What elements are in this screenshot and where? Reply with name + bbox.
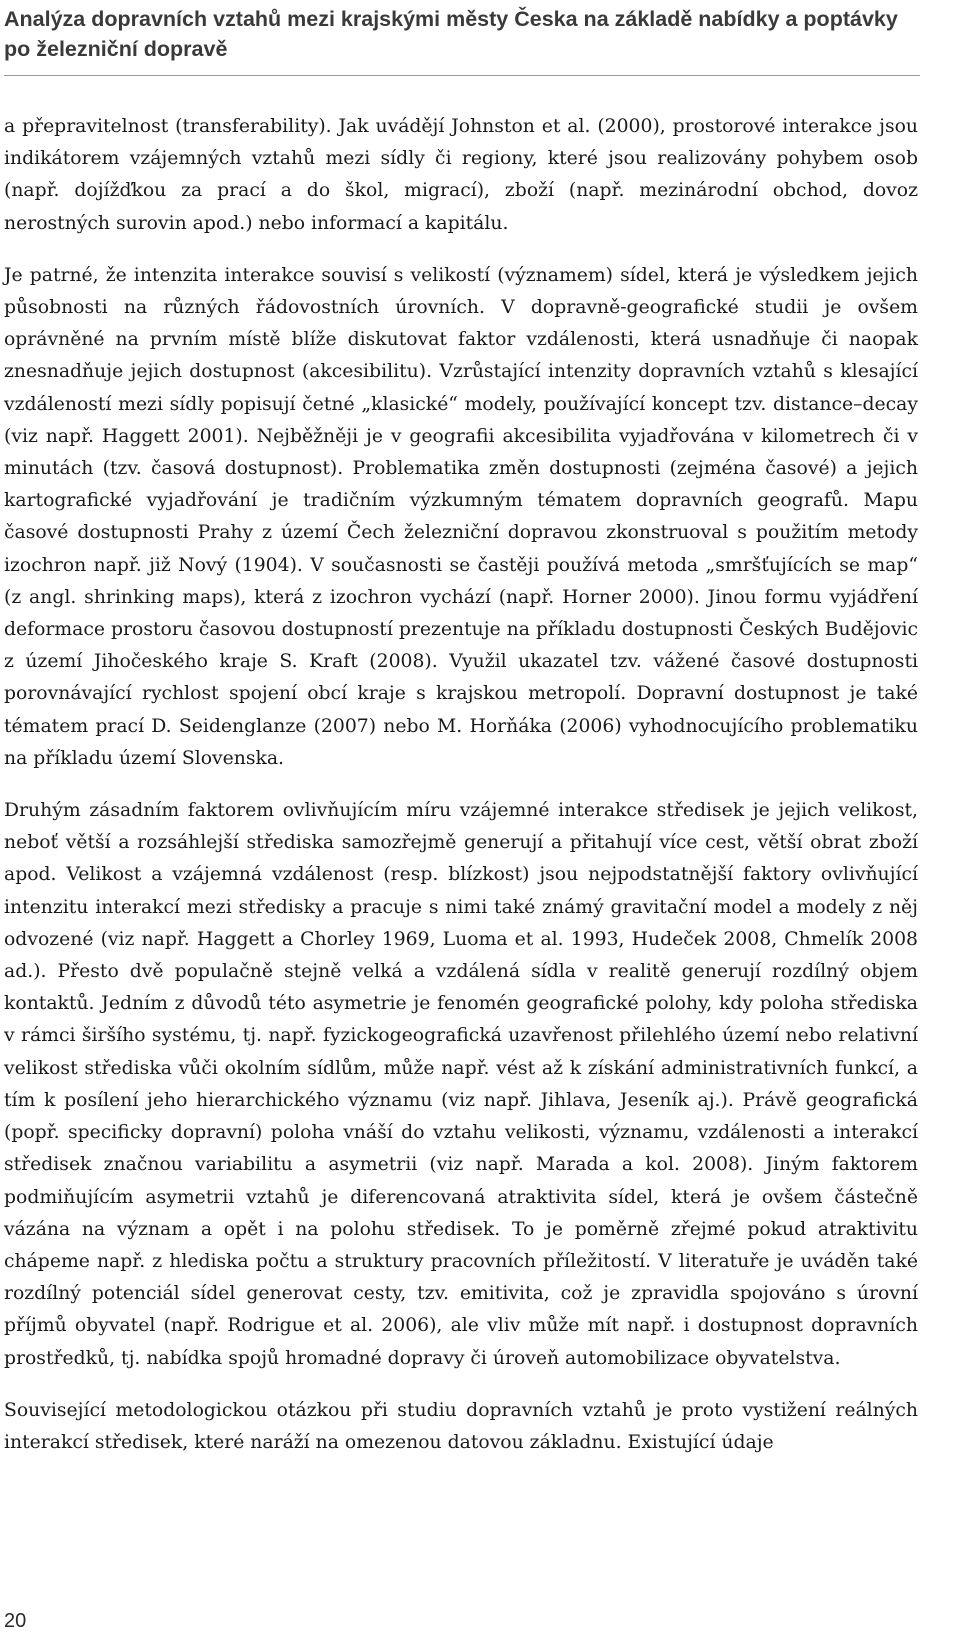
paragraph-1: a přepravitelnost (transferability). Jak uvádějí Johnston et al. (2000), prostorové interakce jsou indikátorem vzájemných vztahů mezi sídly či regiony, které jsou realizovány pohybem osob (např. dojížďkou za prací a do škol, migrací), zboží (např. mezinárodní obchod, dovoz nerostných surovin apod.) nebo informací a kapitálu.: [4, 116, 918, 234]
header-divider: [4, 75, 920, 76]
running-header: Analýza dopravních vztahů mezi krajskými městy Česka na základě nabídky a poptávky po železniční dopravě: [4, 7, 898, 61]
paragraph-2: Je patrné, že intenzita interakce souvisí s velikostí (významem) sídel, která je výsledkem jejich působnosti na různých řádovostních úrovních. V dopravně-geografické studii je ovšem oprávněné na prvním místě blíže diskutovat faktor vzdálenosti, která usnadňuje či naopak znesnadňuje jejich dostupnost (akcesibilitu). Vzrůstající intenzity dopravních vztahů s klesající vzdáleností mezi sídly popisují četné „klasické“ modely, používající koncept tzv. distance–decay (viz např. Haggett 2001). Nejběžněji je v geografii akcesibilita vyjadřována v kilometrech či v minutách (tzv. časová dostupnost). Problematika změn dostupnosti (zejména časové) a jejich kartografické vyjadřování je tradičním výzkumným tématem dopravních geografů. Mapu časové dostupnosti Prahy z území Čech železniční dopravou zkonstruoval s použitím metody izochron např. již Nový (1904). V současnosti se častěji používá metoda „smršťujících se map“ (z angl. shrinking maps), která z izochron vychází (např. Horner 2000). Jinou formu vyjádření deformace prostoru časovou dostupností prezentuje na příkladu dostupnosti Českých Budějovic z území Jihočeského kraje S. Kraft (2008). Využil ukazatel tzv. vážené časové dostupnosti porovnávající rychlost spojení obcí kraje s krajskou metropolí. Dopravní dostupnost je také tématem prací D. Seidenglanze (2007) nebo M. Horňáka (2006) vyhodnocujícího problematiku na příkladu území Slovenska.: [4, 264, 918, 769]
page-number: 20: [4, 1610, 27, 1632]
paragraph-3: Druhým zásadním faktorem ovlivňujícím míru vzájemné interakce středisek je jejich velikost, neboť větší a rozsáhlejší střediska samozřejmě generují a přitahují více cest, větší obrat zboží apod. Velikost a vzájemná vzdálenost (resp. blízkost) jsou nejpodstatnější faktory ovlivňující intenzitu interakcí mezi středisky a pracuje s nimi také známý gravitační model a modely z něj odvozené (viz např. Haggett a Chorley 1969, Luoma et al. 1993, Hudeček 2008, Chmelík 2008 ad.). Přesto dvě populačně stejně velká a vzdálená sídla v realitě generují rozdílný objem kontaktů. Jedním z důvodů této asymetrie je fenomén geografické polohy, kdy poloha střediska v rámci širšího systému, tj. např. fyzickogeografická uzavřenost přilehlého území nebo relativní velikost střediska vůči okolním sídlům, může např. vést až k získání administrativních funkcí, a tím k posílení jeho hierarchického významu (viz např. Jihlava, Jeseník aj.). Právě geografická (popř. specificky dopravní) poloha vnáší do vztahu velikosti, významu, vzdálenosti a interakcí středisek značnou variabilitu a asymetrii (viz např. Marada a kol. 2008). Jiným faktorem podmiňujícím asymetrii vztahů je diferencovaná atraktivita sídel, která je ovšem částečně vázána na význam a opět i na polohu středisek. To je poměrně zřejmé pokud atraktivitu chápeme např. z hlediska počtu a struktury pracovních příležitostí. V literatuře je uváděn také rozdílný potenciál sídel generovat cesty, tzv. emitivita, což je zpravidla spojováno s úrovní příjmů obyvatel (např. Rodrigue et al. 2006), ale vliv může mít např. i dostupnost dopravních prostředků, tj. nabídka spojů hromadné dopravy či úroveň automobilizace obyvatelstva.: [4, 800, 918, 1369]
paragraph-4: Související metodologickou otázkou při studiu dopravních vztahů je proto vystižení reálných interakcí středisek, které naráží na omezenou datovou základnu. Existující údaje: [4, 1399, 918, 1453]
body-text: [4, 111, 918, 1479]
